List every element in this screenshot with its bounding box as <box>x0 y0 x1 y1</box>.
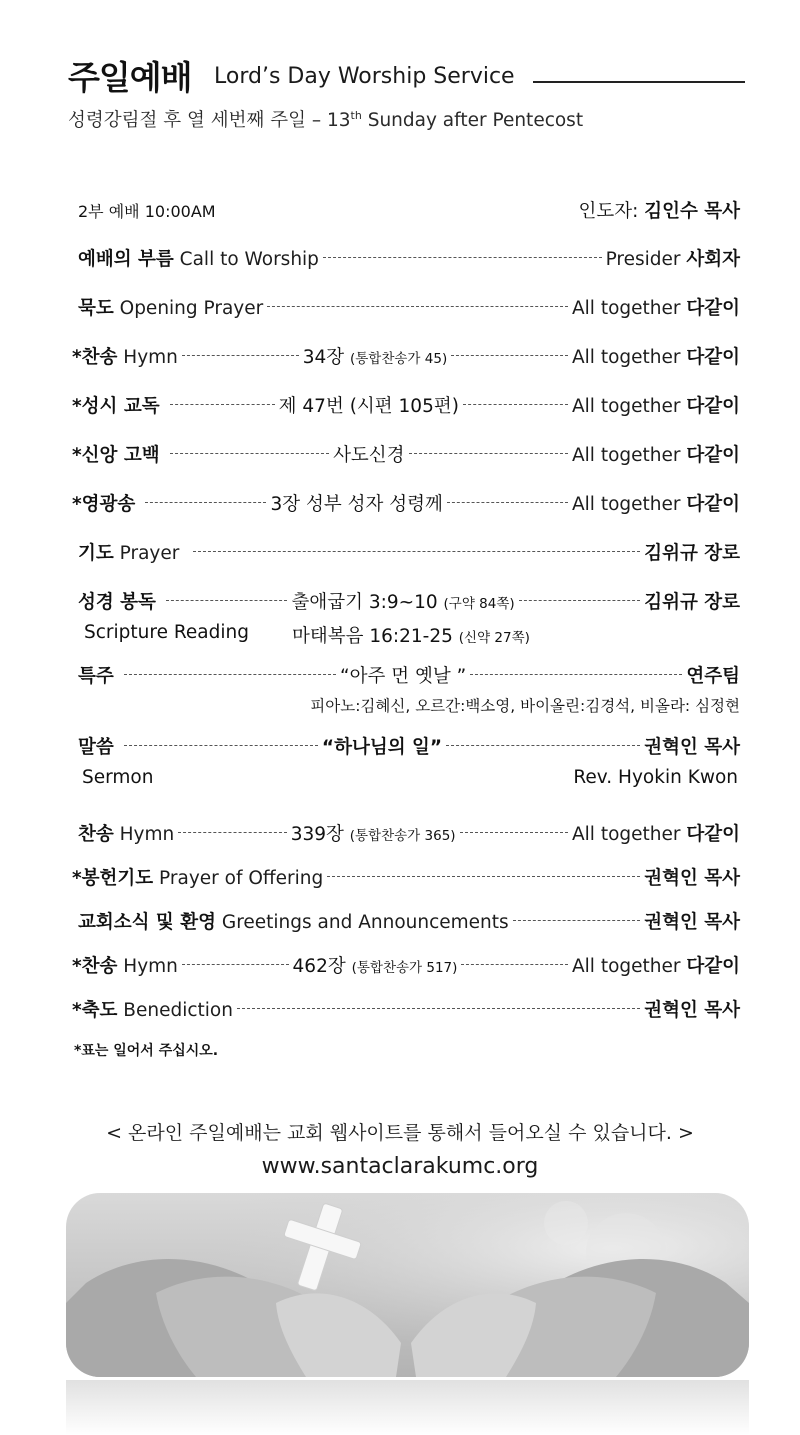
order-scripture: 성경 봉독 출애굽기 3:9~10 (구약 84쪽) 김위규 장로 <box>78 592 740 613</box>
header-rule <box>533 81 745 83</box>
order-benediction: *축도 Benediction 권혁인 목사 <box>72 1000 740 1021</box>
order-gloria: *영광송 3장 성부 성자 성령께 All together 다같이 <box>72 494 740 515</box>
order-offering: *봉헌기도 Prayer of Offering 권혁인 목사 <box>72 868 740 889</box>
order-psalter: *성시 교독 제 47번 (시편 105편) All together 다같이 <box>72 396 740 417</box>
subtitle: 성령강림절 후 열 세번째 주일 – 13th Sunday after Pentecost <box>68 108 584 131</box>
leader: 인도자: 김인수 목사 <box>578 201 740 222</box>
order-sermon: 말씀 “하나님의 일” 권혁인 목사 <box>78 737 741 758</box>
church-website-link[interactable]: www.santaclarakumc.org <box>261 1154 539 1179</box>
standing-note: *표는 일어서 주십시오. <box>74 1043 219 1059</box>
order-special-music: 특주 “아주 먼 옛날 ” 연주팀 <box>78 666 741 687</box>
photo-hands-cross <box>66 1193 749 1377</box>
service-info <box>78 196 740 224</box>
order-hymn-2: 찬송 Hymn 339장 (통합찬송가 365) All together 다같이 <box>78 824 740 845</box>
order-hymn-3: *찬송 Hymn 462장 (통합찬송가 517) All together 다같이 <box>72 956 741 977</box>
online-worship-notice: < 온라인 주일예배는 교회 웹사이트를 통해서 들어오실 수 있습니다. > <box>106 1122 694 1144</box>
order-hymn-1: *찬송 Hymn 34장 (통합찬송가 45) All together 다같이 <box>72 347 740 368</box>
scripture-reading-en: Scripture Reading <box>84 622 249 643</box>
photo-reflection <box>66 1380 749 1435</box>
order-announcements: 교회소식 및 환영 Greetings and Announcements 권혁인 목사 <box>78 912 740 933</box>
title-korean: 주일예배 <box>68 58 192 97</box>
order-call-to-worship: 예배의 부름 Call to Worship Presider 사회자 <box>78 249 740 270</box>
order-creed: *신앙 고백 사도신경 All together 다같이 <box>72 445 740 466</box>
scripture-second: 마태복음 16:21-25 (신약 27쪽) <box>292 626 530 647</box>
service-time: 2부 예배 10:00AM <box>78 201 216 221</box>
performers: 피아노:김혜신, 오르간:백소영, 바이올린:김경석, 비올라: 심정현 <box>310 697 740 715</box>
order-prayer: 기도 Prayer 김위규 장로 <box>78 543 740 564</box>
preacher-en: Rev. Hyokin Kwon <box>573 767 738 788</box>
sermon-en: Sermon <box>82 767 154 788</box>
title-english: Lord’s Day Worship Service <box>214 64 515 89</box>
order-opening-prayer: 묵도 Opening Prayer All together 다같이 <box>78 298 740 319</box>
cross-in-hands-icon <box>66 1193 749 1377</box>
